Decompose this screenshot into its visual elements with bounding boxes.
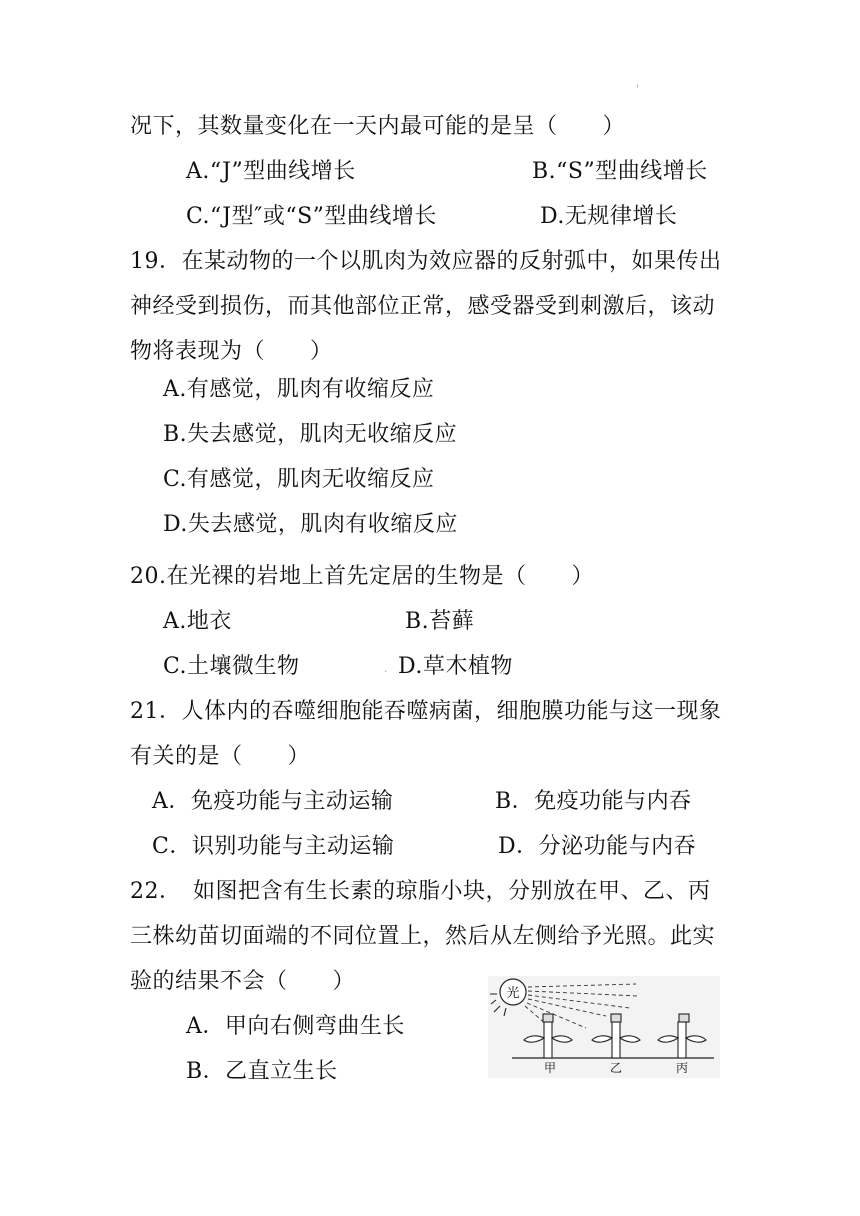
q19-stem-line-2: 神经受到损伤，而其他部位正常，感受器受到刺激后，该动 [130,294,716,319]
q19-stem-line-1: 19．在某动物的一个以肌肉为效应器的反射弧中，如果传出 [130,249,722,274]
q19-option-d: D.失去感觉，肌肉有收缩反应 [163,512,458,537]
q21-option-d: D．分泌功能与内吞 [498,834,697,859]
seedling-bing [658,1014,706,1058]
q18-option-b: B.“S”型曲线增长 [532,159,708,184]
q20-option-c: C.土壤微生物 [163,654,300,679]
stray-mark: . [384,664,388,675]
q20-option-b: B.苔藓 [405,609,475,634]
plant-label-jia: 甲 [543,1061,557,1075]
q18-option-d: D.无规律增长 [540,204,678,229]
plant-label-bing: 丙 [675,1061,689,1075]
q21-option-b: B．免疫功能与内吞 [495,789,692,814]
q19-option-b: B.失去感觉，肌肉无收缩反应 [163,422,458,447]
q22-stem-line-3: 验的结果不会（ ） [130,969,356,994]
q22-stem-line-1: 22． 如图把含有生长素的琼脂小块，分别放在甲、乙、丙 [130,879,711,904]
q21-stem-line-2: 有关的是（ ） [130,744,311,769]
q21-option-a: A．免疫功能与主动运输 [152,789,394,814]
q19-option-c: C.有感觉，肌肉无收缩反应 [163,467,435,492]
q18-option-c: C.“J型″或“S”型曲线增长 [186,204,437,229]
q19-option-a: A.有感觉，肌肉有收缩反应 [163,377,435,402]
q21-option-c: C．识别功能与主动运输 [152,834,395,859]
phototropism-figure [488,976,720,1078]
plant-label-yi: 乙 [609,1061,623,1075]
speck-mark: ' [636,84,639,95]
q22-stem-line-2: 三株幼苗切面端的不同位置上，然后从左侧给予光照。此实 [130,924,716,949]
q21-stem-line-1: 21．人体内的吞噬细胞能吞噬病菌，细胞膜功能与这一现象 [130,699,722,724]
light-label: 光 [506,986,520,1001]
q22-option-b: B．乙直立生长 [186,1059,338,1084]
q19-stem-line-3: 物将表现为（ ） [130,339,333,364]
q18-option-a: A.“J”型曲线增长 [186,159,356,184]
seedling-jia [524,1014,572,1058]
q22-option-a: A．甲向右侧弯曲生长 [186,1014,405,1039]
q20-option-d: D.草木植物 [398,654,513,679]
seedling-yi [592,1014,640,1058]
q20-option-a: A.地衣 [163,609,232,634]
q20-stem: 20.在光裸的岩地上首先定居的生物是（ ） [130,564,594,589]
q18-stem-tail: 况下，其数量变化在一天内最可能的是呈（ ） [130,114,626,139]
